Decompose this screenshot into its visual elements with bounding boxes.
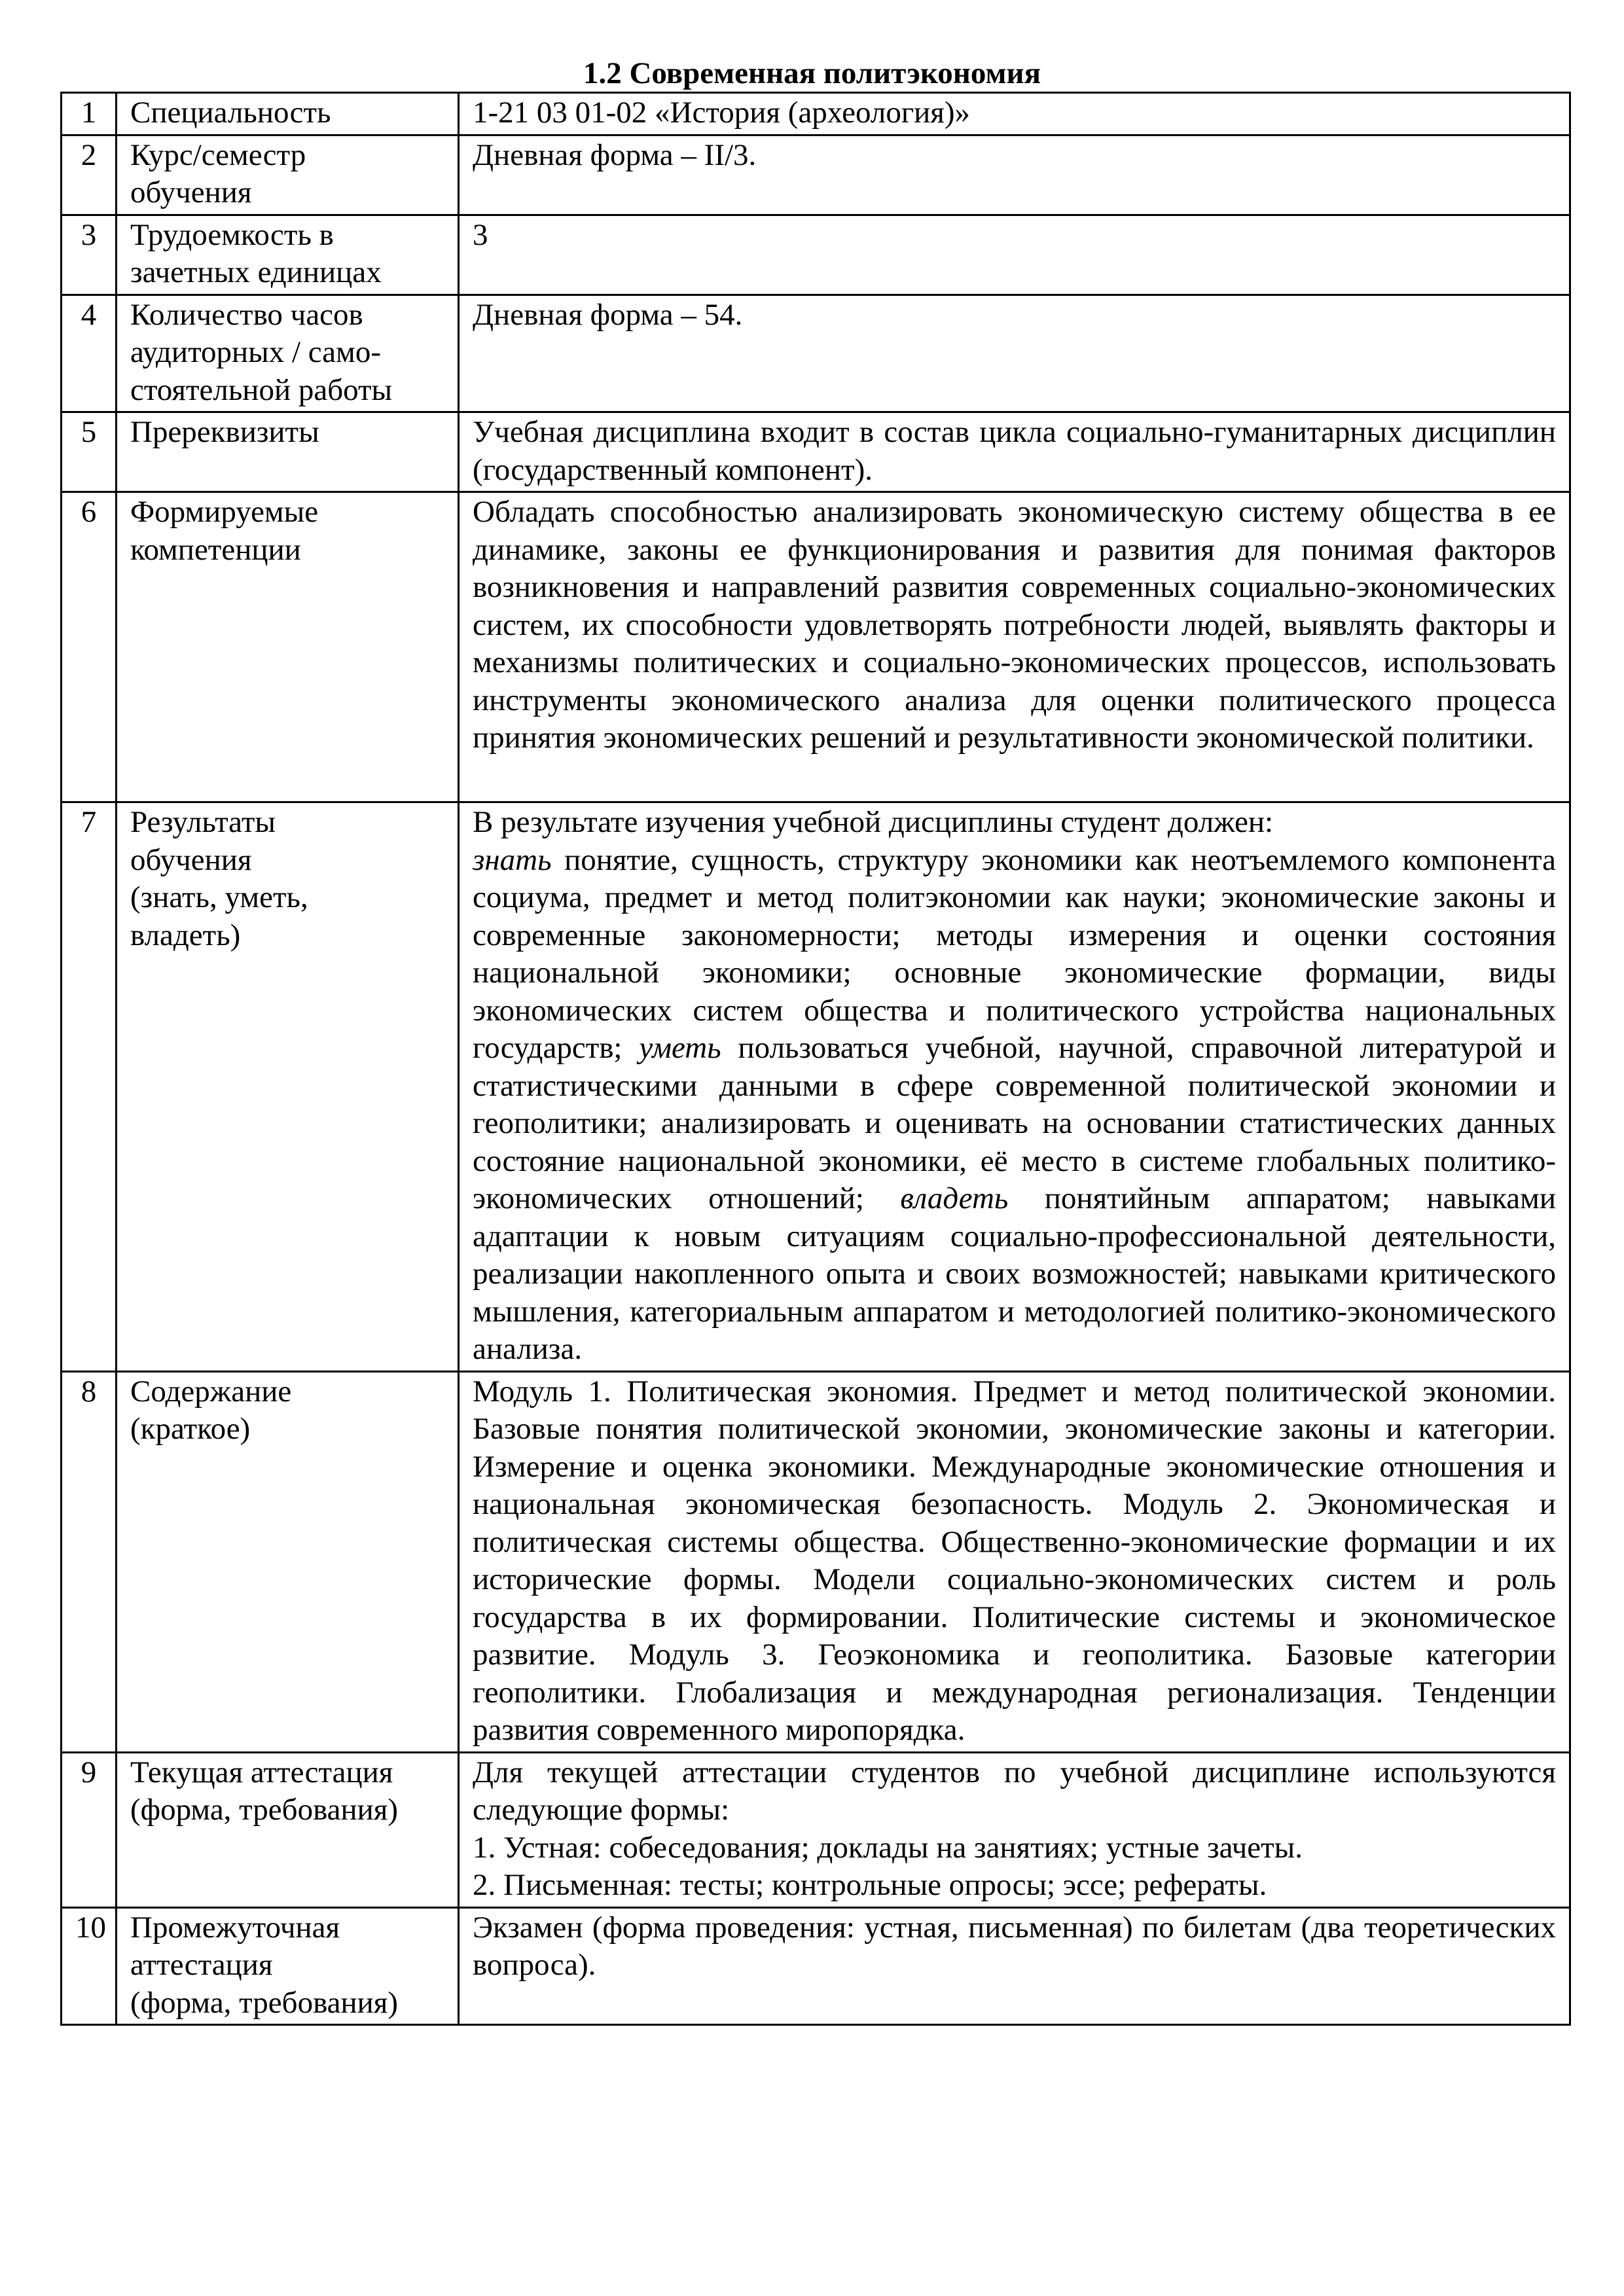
row-value: 1-21 03 01-02 «История (археология)» [459, 93, 1570, 135]
row-value: Экзамен (форма проведения: устная, письменная) по билетам (два теоретических вопроса). [459, 1907, 1570, 2025]
table-row [62, 492, 1570, 802]
row-value: 3 [459, 215, 1570, 295]
row-value: Для текущей аттестации студентов по учебной дисциплине используются следующие формы: 1. Устная: собеседования; доклады на занятиях; устные зачеты. 2. Письменная: тесты; контрольные опросы; эссе; рефераты. [459, 1752, 1570, 1907]
table-row [62, 802, 1570, 1372]
row-number: 8 [62, 1371, 117, 1752]
row-label: Пререквизиты [117, 412, 459, 492]
row-label: Курс/семестр обучения [117, 135, 459, 215]
row-label: Количество часов аудиторных / само- стоятельной работы [117, 295, 459, 412]
row-label: Содержание (краткое) [117, 1371, 459, 1752]
table-row [62, 93, 1570, 135]
row-label: Формируемые компетенции [117, 492, 459, 802]
row-number: 9 [62, 1752, 117, 1907]
can-term: уметь [639, 1031, 721, 1065]
table-row [62, 1752, 1570, 1907]
row-number: 4 [62, 295, 117, 412]
row-number: 3 [62, 215, 117, 295]
row-number: 6 [62, 492, 117, 802]
own-term: владеть [900, 1181, 1009, 1215]
row-number: 1 [62, 93, 117, 135]
row-value: Учебная дисциплина входит в состав цикла социально-гуманитарных дисциплин (государственный компонент). [459, 412, 1570, 492]
learning-outcomes: В результате изучения учебной дисциплины студент должен: знать понятие, сущность, структуру экономики как неотъемлемого компонента социума, предмет и метод политэкономии как науки; экономические законы и современные закономерности; методы измерения и оценки состояния национальной экономики; основные экономические формации, виды экономических систем общества и политического устройства национальных государств; уметь пользоваться учебной, научной, справочной литературой и статистическими данными в сфере современной политической экономии и геополитики; анализировать и оценивать на основании статистических данных состояние национальной экономики, её место в системе глобальных политико-экономических отношений; владеть понятийным аппаратом; навыками адаптации к новым ситуациям социально-профессиональной деятельности, реализации накопленного опыта и своих возможностей; навыками критического мышления, категориальным аппаратом и методологией политико-экономического анализа. [459, 802, 1570, 1372]
row-label: Специальность [117, 93, 459, 135]
row-label: Промежуточная аттестация (форма, требования) [117, 1907, 459, 2025]
page-title: 1.2 Современная политэкономия [583, 56, 1041, 90]
row-label: Трудоемкость в зачетных единицах [117, 215, 459, 295]
row-number: 5 [62, 412, 117, 492]
syllabus-table [60, 92, 1571, 2026]
row-value: Дневная форма – II/3. [459, 135, 1570, 215]
row-label: Результаты обучения (знать, уметь, владеть) [117, 802, 459, 1372]
row-label: Текущая аттестация (форма, требования) [117, 1752, 459, 1907]
table-row [62, 215, 1570, 295]
know-term: знать [473, 842, 552, 877]
row-value: Модуль 1. Политическая экономия. Предмет и метод политической экономии. Базовые понятия политической экономии, экономические законы и категории. Измерение и оценка экономики. Международные экономические отношения и национальная экономическая безопасность. Модуль 2. Экономическая и политическая системы общества. Общественно-экономические формации и их исторические формы. Модели социально-экономических систем и роль государства в их формировании. Политические системы и экономическое развитие. Модуль 3. Геоэкономика и геополитика. Базовые категории геополитики. Глобализация и международная регионализация. Тенденции развития современного миропорядка. [459, 1371, 1570, 1752]
table-row [62, 1907, 1570, 2025]
table-row [62, 135, 1570, 215]
row-number: 7 [62, 802, 117, 1372]
row-number: 2 [62, 135, 117, 215]
row-value: Дневная форма – 54. [459, 295, 1570, 412]
table-row [62, 1371, 1570, 1752]
table-row [62, 412, 1570, 492]
row-value: Обладать способностью анализировать экономическую систему общества в ее динамике, законы ее функционирования и развития для понимая факторов возникновения и направлений развития современных социально-экономических систем, их способности удовлетворять потребности людей, выявлять факторы и механизмы политических и социально-экономических процессов, использовать инструменты экономического анализа для оценки политического процесса принятия экономических решений и результативности экономической политики. [459, 492, 1570, 802]
row-number: 10 [62, 1907, 117, 2025]
table-row [62, 295, 1570, 412]
